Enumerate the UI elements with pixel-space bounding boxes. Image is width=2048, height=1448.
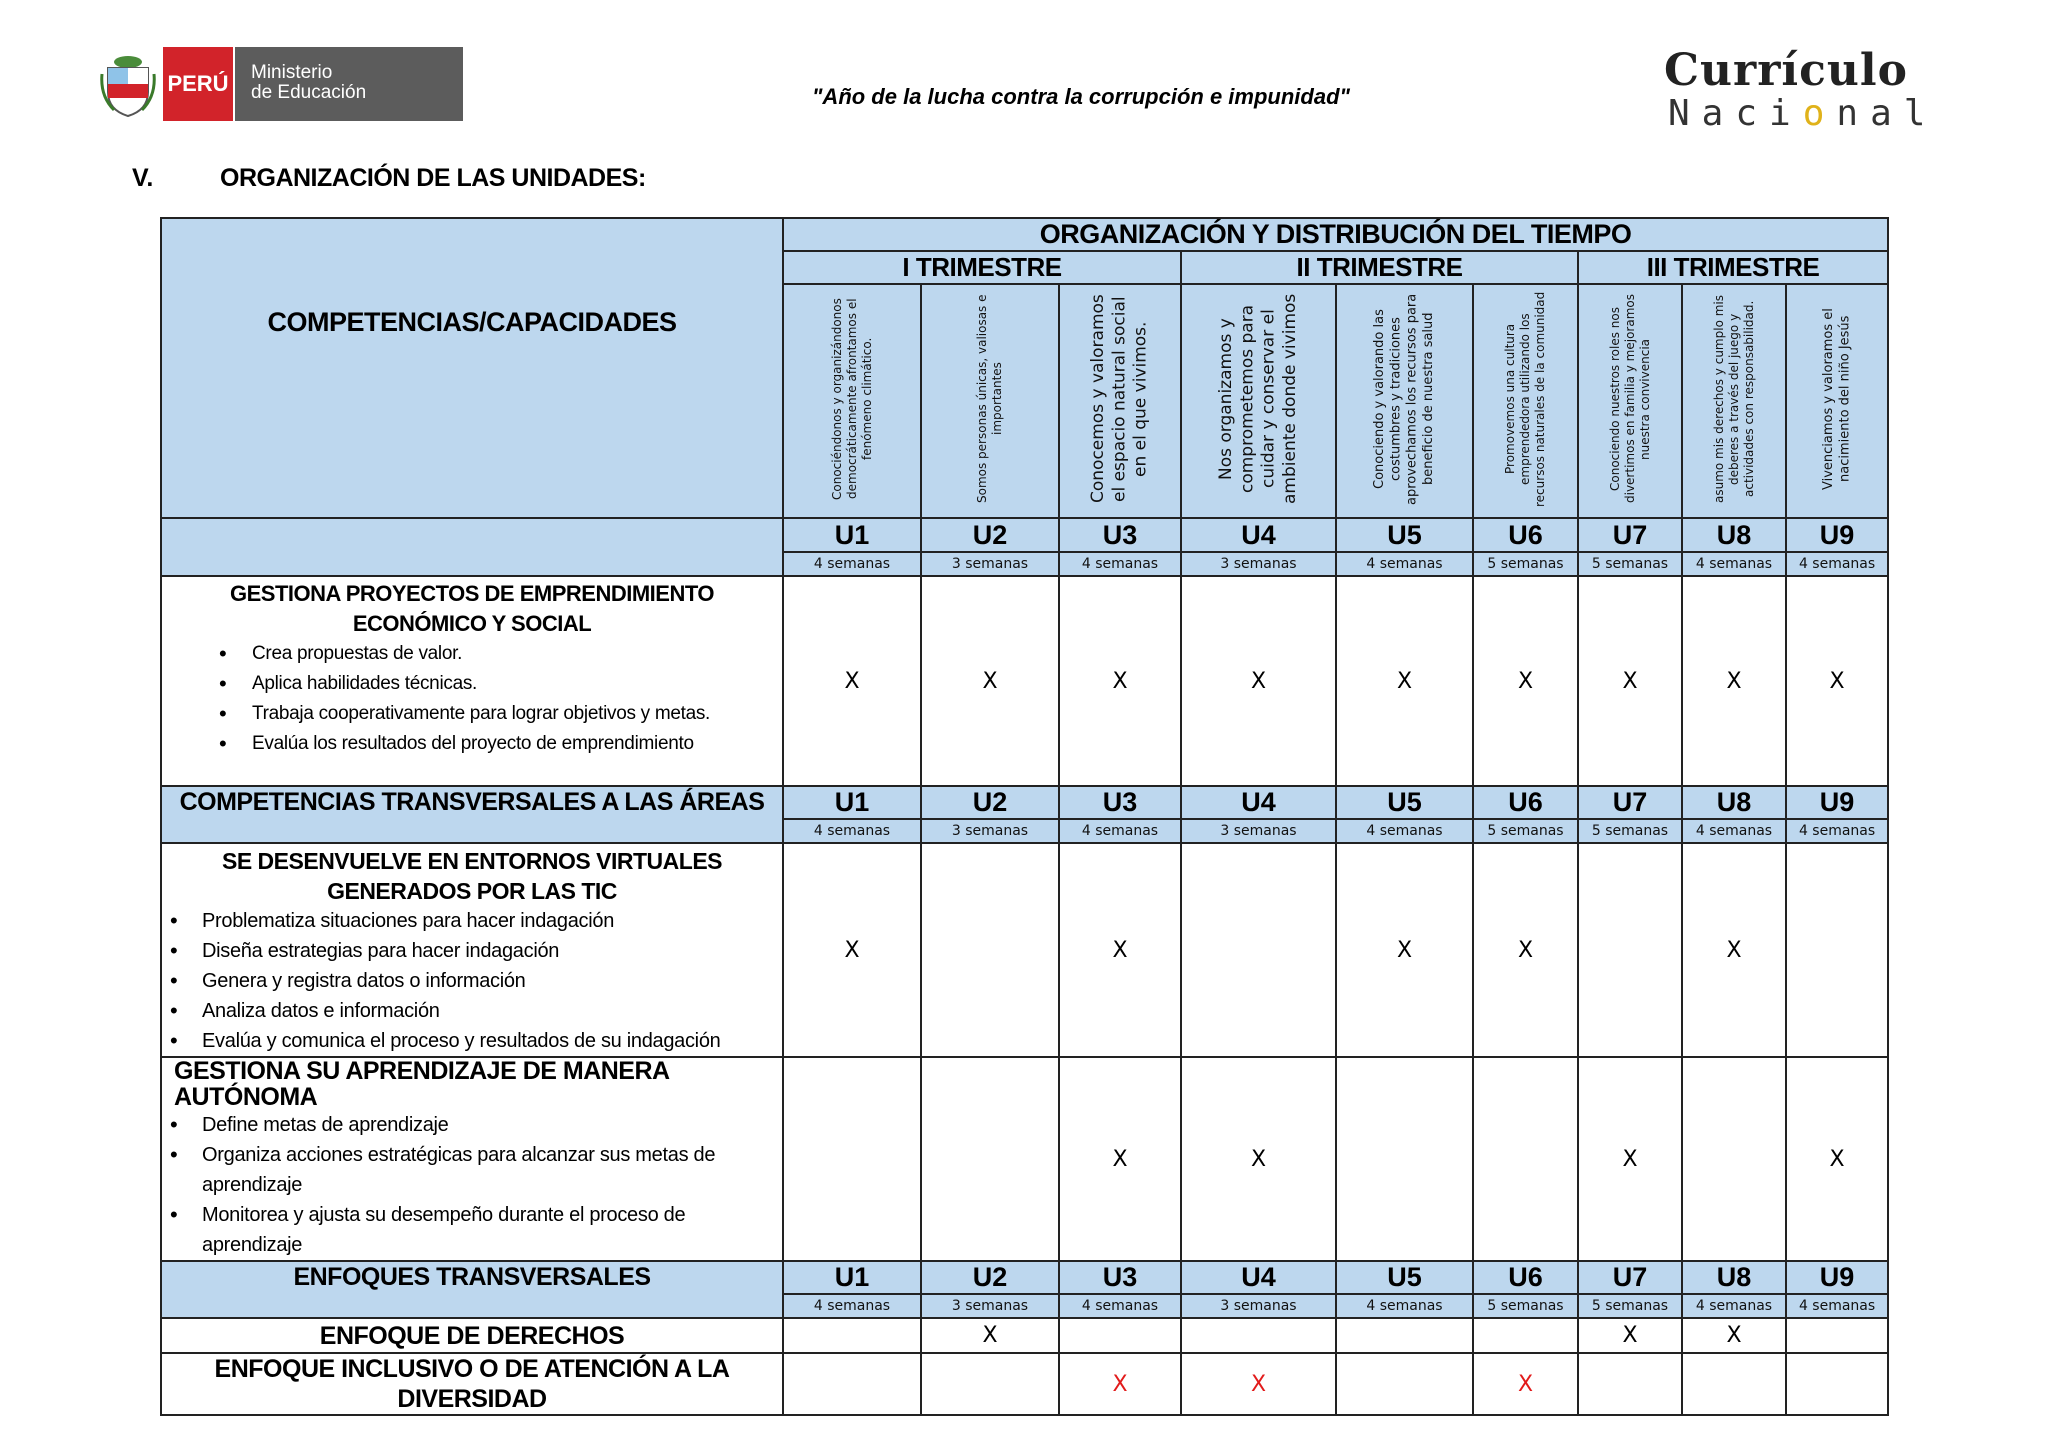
unit-label: U6 [1473,1261,1578,1294]
blank-cell [161,518,783,552]
mark-cell [1473,1057,1578,1261]
unit-title-6: Promovemos una cultura emprendedora utilizando los recursos naturales de la comunidad [1473,284,1578,518]
entornos-virtuales-cell [161,843,783,1057]
ministry-line-1: Ministerio [251,62,333,83]
weeks-label: 4 semanas [1059,819,1181,843]
competencia-emprendimiento-cell [161,576,783,786]
capacidad-item: • Trabaja cooperativamente para lograr objetivos y metas. [162,699,782,729]
mark-cell: X [921,576,1059,786]
capacidad-item: • Evalúa y comunica el proceso y resultados de su indagación [162,1026,782,1056]
weeks-label: 3 semanas [1181,819,1336,843]
weeks-label: 4 semanas [1682,552,1786,576]
mark-cell [1059,1318,1181,1353]
weeks-label: 4 semanas [1786,552,1888,576]
capacidad-item: • Define metas de aprendizaje [162,1110,782,1140]
mark-cell [1682,1353,1786,1415]
aprendizaje-autonomo-cell [161,1057,783,1261]
weeks-label: 5 semanas [1473,1294,1578,1318]
unit-label: U5 [1336,518,1473,552]
capacidades-list [162,639,782,759]
unit-label: U8 [1682,786,1786,819]
mark-cell: X [783,843,921,1057]
transversal-row [161,1057,1888,1261]
trimester-3-header: III TRIMESTRE [1578,251,1888,284]
weeks-label: 4 semanas [1336,552,1473,576]
weeks-label: 4 semanas [1059,1294,1181,1318]
unit-label: U5 [1336,786,1473,819]
capacidades-list [162,1110,782,1260]
units-row-1 [161,518,1888,552]
unit-label: U3 [1059,1261,1181,1294]
mark-cell: X [1181,1353,1336,1415]
unit-label: U3 [1059,786,1181,819]
competencia-title: SE DESENVUELVE EN ENTORNOS VIRTUALES GENERADOS POR LAS TIC [221,848,723,904]
peru-coat-of-arms-icon [100,52,156,118]
ministry-name [233,47,463,121]
weeks-label: 5 semanas [1473,819,1578,843]
weeks-label: 4 semanas [1682,1294,1786,1318]
weeks-label: 5 semanas [1473,552,1578,576]
capacidad-item: • Analiza datos e información [162,996,782,1026]
mark-cell [1181,1318,1336,1353]
section-number: V. [132,164,154,192]
capacidad-item: • Genera y registra datos o información [162,966,782,996]
weeks-label: 4 semanas [1786,819,1888,843]
mark-cell: X [1059,1353,1181,1415]
mark-cell [1682,1057,1786,1261]
weeks-label: 3 semanas [921,819,1059,843]
capacidades-list [162,906,782,1056]
weeks-label: 4 semanas [1059,552,1181,576]
trimester-2-header: II TRIMESTRE [1181,251,1578,284]
units-row-3 [161,1261,1888,1294]
competencia-title: GESTIONA PROYECTOS DE EMPRENDIMIENTO ECONÓMICO Y SOCIAL [230,581,714,636]
weeks-row-1 [161,552,1888,576]
mark-cell [783,1353,921,1415]
unit-label: U7 [1578,1261,1682,1294]
unit-label: U1 [783,786,921,819]
weeks-label: 4 semanas [1336,819,1473,843]
enfoques-header: ENFOQUES TRANSVERSALES [161,1261,783,1318]
mark-cell: X [1336,843,1473,1057]
unit-label: U9 [1786,1261,1888,1294]
mark-cell: X [1682,843,1786,1057]
capacidad-item: • Evalúa los resultados del proyecto de emprendimiento [162,729,782,759]
weeks-label: 4 semanas [783,1294,921,1318]
unit-label: U2 [921,518,1059,552]
trimester-1-header: I TRIMESTRE [783,251,1181,284]
units-organization-table [160,217,1889,1416]
weeks-label: 4 semanas [1682,819,1786,843]
curriculo-nacional-logo [1664,45,1974,148]
year-motto: "Año de la lucha contra la corrupción e impunidad" [812,84,1350,109]
mark-cell [1336,1057,1473,1261]
section-title: ORGANIZACIÓN DE LAS UNIDADES: [220,164,646,192]
unit-label: U9 [1786,518,1888,552]
weeks-label: 4 semanas [783,819,921,843]
competencia-row [161,576,1888,786]
mark-cell: X [1682,1318,1786,1353]
unit-label: U8 [1682,1261,1786,1294]
mark-cell [1181,843,1336,1057]
mark-cell: X [1473,843,1578,1057]
capacidad-item: • Aplica habilidades técnicas. [162,669,782,699]
weeks-label: 5 semanas [1578,1294,1682,1318]
mark-cell: X [1059,576,1181,786]
logo-line-1: Currículo [1664,45,1908,96]
ministry-logo [163,47,463,121]
competencia-title: GESTIONA SU APRENDIZAJE DE MANERA AUTÓNOMA [174,1057,669,1111]
mark-cell [1786,843,1888,1057]
unit-label: U9 [1786,786,1888,819]
unit-label: U8 [1682,518,1786,552]
capacidad-item: • Monitorea y ajusta su desempeño durante el proceso de aprendizaje [162,1200,782,1260]
enfoque-inclusivo-title: ENFOQUE INCLUSIVO O DE ATENCIÓN A LA DIVERSIDAD [161,1353,783,1415]
unit-label: U4 [1181,786,1336,819]
unit-title-3: Conocemos y valoramos el espacio natural social en el que vivimos. [1059,284,1181,518]
unit-title-8: asumo mis derechos y cumplo mis deberes a través del juego y actividades con responsabilidad. [1682,284,1786,518]
unit-label: U6 [1473,786,1578,819]
mark-cell: X [1578,1318,1682,1353]
mark-cell: X [1059,843,1181,1057]
blank-cell [161,552,783,576]
weeks-label: 5 semanas [1578,819,1682,843]
unit-label: U1 [783,1261,921,1294]
mark-cell: X [1578,1057,1682,1261]
unit-title-5: Conociendo y valorando las costumbres y tradiciones aprovechamos los recursos para beneficio de nuestra salud [1336,284,1473,518]
weeks-label: 5 semanas [1578,552,1682,576]
mark-cell: X [1336,576,1473,786]
weeks-label: 3 semanas [1181,552,1336,576]
unit-title-9: Vivenciamos y valoramos el nacimiento del niño Jesús [1786,284,1888,518]
weeks-label: 4 semanas [1786,1294,1888,1318]
mark-cell: X [1682,576,1786,786]
capacidad-item: • Problematiza situaciones para hacer indagación [162,906,782,936]
mark-cell: X [921,1318,1059,1353]
mark-cell: X [1786,1057,1888,1261]
capacidad-item: • Diseña estrategias para hacer indagación [162,936,782,966]
unit-label: U1 [783,518,921,552]
competencias-header: COMPETENCIAS/CAPACIDADES [161,218,783,518]
mark-cell: X [1473,1353,1578,1415]
mark-cell: X [1786,576,1888,786]
mark-cell [921,1057,1059,1261]
logo-line-2: Nacional [1668,93,1938,134]
mark-cell: X [1473,576,1578,786]
transversal-competencias-header: COMPETENCIAS TRANSVERSALES A LAS ÁREAS [161,786,783,843]
unit-label: U7 [1578,786,1682,819]
transversal-row [161,843,1888,1057]
mark-cell [921,843,1059,1057]
unit-label: U4 [1181,518,1336,552]
peru-label: PERÚ [163,47,233,121]
mark-cell [1578,1353,1682,1415]
mark-cell [1473,1318,1578,1353]
unit-label: U3 [1059,518,1181,552]
unit-label: U2 [921,1261,1059,1294]
mark-cell: X [1059,1057,1181,1261]
capacidad-item: • Organiza acciones estratégicas para alcanzar sus metas de aprendizaje [162,1140,782,1200]
weeks-label: 3 semanas [1181,1294,1336,1318]
mark-cell [1786,1353,1888,1415]
weeks-label: 3 semanas [921,1294,1059,1318]
mark-cell: X [1181,1057,1336,1261]
unit-title-2: Somos personas únicas, valiosas e importantes [921,284,1059,518]
mark-cell [783,1057,921,1261]
capacidad-item: • Crea propuestas de valor. [162,639,782,669]
mark-cell [921,1353,1059,1415]
mark-cell: X [783,576,921,786]
mark-cell [1336,1353,1473,1415]
mark-cell: X [1578,576,1682,786]
enfoque-derechos-title: ENFOQUE DE DERECHOS [161,1318,783,1353]
unit-title-1: Conociéndonos y organizándonos democráticamente afrontamos el fenómeno climático. [783,284,921,518]
mark-cell [1336,1318,1473,1353]
unit-label: U5 [1336,1261,1473,1294]
mark-cell [1578,843,1682,1057]
weeks-label: 4 semanas [1336,1294,1473,1318]
unit-title-4: Nos organizamos y comprometemos para cuidar y conservar el ambiente donde vivimos [1181,284,1336,518]
mark-cell [783,1318,921,1353]
enfoque-row [161,1318,1888,1353]
unit-title-7: Conociendo nuestros roles nos divertimos en familia y mejoramos nuestra convivencia [1578,284,1682,518]
unit-label: U2 [921,786,1059,819]
ministry-line-2: de Educación [251,82,367,103]
time-distribution-header: ORGANIZACIÓN Y DISTRIBUCIÓN DEL TIEMPO [783,218,1888,251]
unit-label: U7 [1578,518,1682,552]
weeks-label: 3 semanas [921,552,1059,576]
mark-cell [1786,1318,1888,1353]
unit-label: U4 [1181,1261,1336,1294]
mark-cell: X [1181,576,1336,786]
units-row-2 [161,786,1888,819]
enfoque-row [161,1353,1888,1415]
unit-label: U6 [1473,518,1578,552]
weeks-label: 4 semanas [783,552,921,576]
